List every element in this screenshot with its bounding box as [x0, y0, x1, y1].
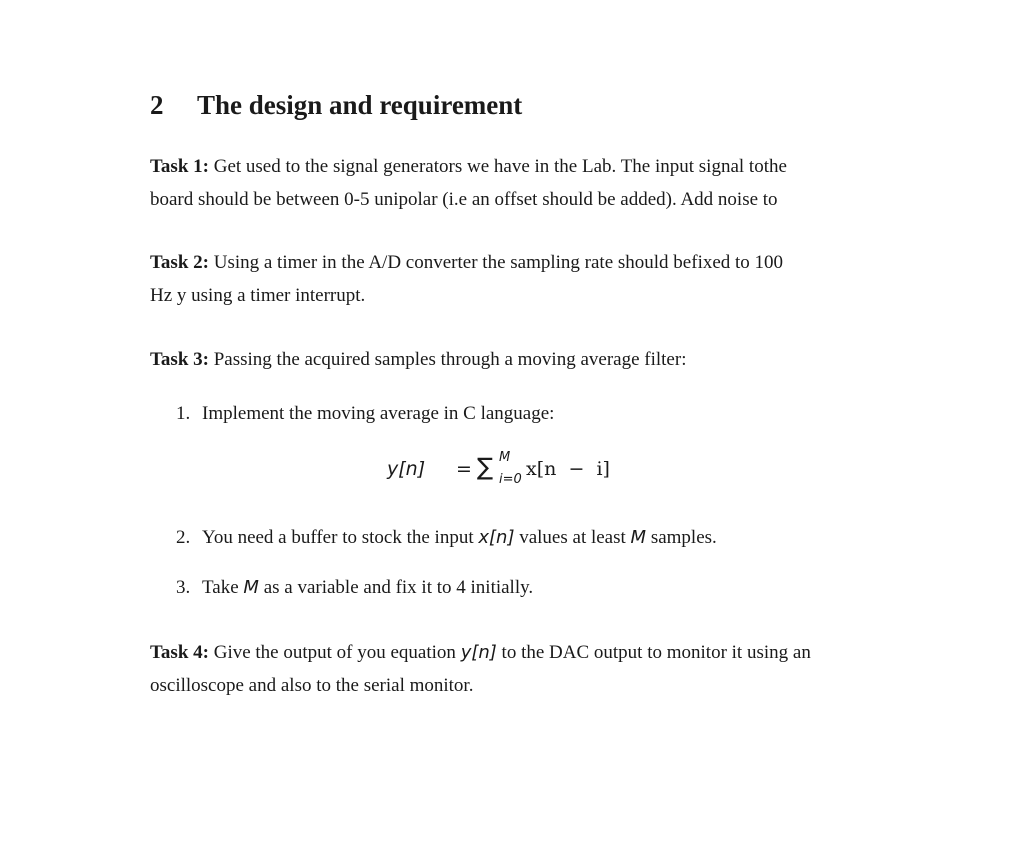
task-4-text: Give the output of you equation — [208, 642, 461, 663]
list-item-number: 3. — [176, 577, 191, 598]
task-2-line-1: Using a timer in the A/D converter the sampling rate should befixed to 100 — [208, 252, 784, 273]
list-item — [176, 527, 717, 549]
task-4-label: Task 4: — [150, 642, 209, 663]
sum-lower-limit: i=0 — [499, 472, 522, 487]
formula-lhs: y[n] — [387, 458, 426, 480]
task-4-paragraph — [150, 636, 890, 702]
task-1-label: Task 1: — [150, 156, 209, 177]
list-item-text: values at least — [514, 527, 631, 548]
math-xn: x[n] — [478, 527, 515, 548]
section-heading — [150, 90, 522, 121]
list-item-text: You need a buffer to stock the input — [202, 527, 479, 548]
section-number: 2 — [150, 90, 164, 120]
list-item-text: samples. — [646, 527, 717, 548]
task-1-line-2: board should be between 0-5 unipolar (i.e an offset should be added). Add noise to — [150, 189, 778, 210]
list-item — [176, 577, 533, 599]
list-item-text: Take — [202, 577, 244, 598]
task-4-text: to the DAC output to monitor it using an — [496, 642, 811, 663]
list-item-text: Implement the moving average in C language: — [202, 403, 555, 424]
list-item — [176, 403, 554, 425]
math-m: M — [630, 527, 647, 548]
formula-equals: = — [456, 458, 472, 480]
math-m: M — [243, 577, 259, 598]
sigma-symbol: ∑ — [477, 453, 494, 481]
task-2-paragraph — [150, 246, 890, 312]
section-title: The design and requirement — [197, 90, 523, 120]
task-1-paragraph — [150, 150, 890, 216]
formula-body: x[n − i] — [526, 458, 610, 480]
task-3-text: Passing the acquired samples through a moving average filter: — [208, 349, 687, 370]
list-item-text: as a variable and fix it to 4 initially. — [258, 577, 534, 598]
task-4-line-2: oscilloscope and also to the serial monitor. — [150, 675, 474, 696]
list-item-number: 1. — [176, 403, 191, 424]
sum-upper-limit: M — [499, 450, 511, 465]
task-3-paragraph — [150, 343, 890, 376]
list-item-number: 2. — [176, 527, 191, 548]
task-1-line-1: Get used to the signal generators we have in the Lab. The input signal tothe — [208, 156, 787, 177]
task-2-line-2: Hz y using a timer interrupt. — [150, 285, 366, 306]
math-yn: y[n] — [460, 642, 497, 663]
task-2-label: Task 2: — [150, 252, 209, 273]
task-3-label: Task 3: — [150, 349, 209, 370]
